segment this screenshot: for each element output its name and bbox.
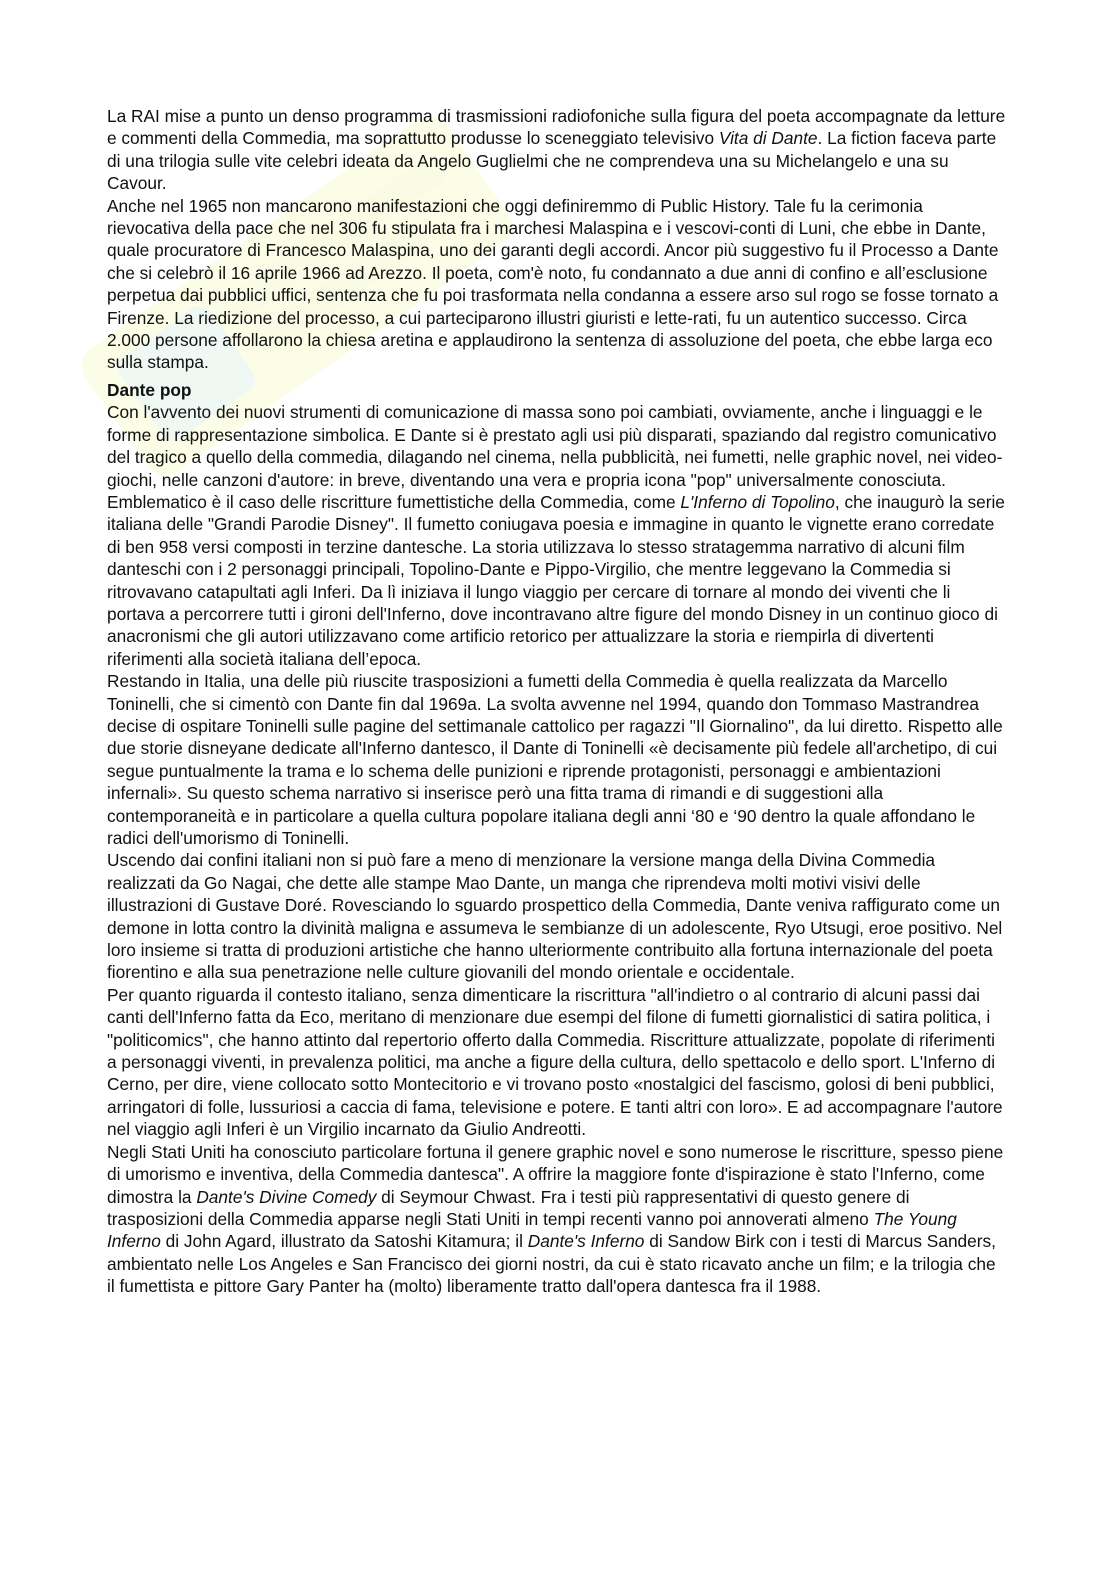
text-run: di Sandow Birk con i testi di Marcus Sanders, ambientato nelle Los Angeles e San Francisco dei giorni nostri, da cui è stato ricavato anche un film; e la trilogia che il fumettista e pittore Gary Panter ha (molto) liberamente tratto dall'opera dantesca fra il 1988. [107,1231,996,1297]
italic-title: The Young Inferno [107,1208,957,1252]
paragraph-rai [107,105,1007,195]
text-run: di John Agard, illustrato da Satoshi Kitamura; il [160,1231,528,1252]
italic-title: L'Inferno di Topolino [680,491,835,512]
italic-title: Vita di Dante [718,128,818,149]
paragraph-public-history: Anche nel 1965 non mancarono manifestazioni che oggi definiremmo di Public History. Tale fu la cerimonia rievocativa della pace che nel 306 fu stipulata fra i marchesi Malaspina e i vescovi-conti di Luni, che ebbe in Dante, quale procuratore di Francesco Malaspina, uno dei garanti degli accordi. Ancor più suggestivo fu il Processo a Dante che si celebrò il 16 aprile 1966 ad Arezzo. Il poeta, com'è noto, fu condannato a due anni di confino e all’esclusione perpetua dai pubblici uffici, sentenza che fu poi trasformata nella condanna a essere arso sul rogo se fosse tornato a Firenze. La riedizione del processo, a cui parteciparono illustri giuristi e lette-rati, fu un autentico successo. Circa 2.000 persone affollarono la chiesa aretina e applaudirono la sentenza di assoluzione del poeta, che ebbe larga eco sulla stampa. [107,195,999,373]
paragraph-politicomics: Per quanto riguarda il contesto italiano, senza dimenticare la riscrittura "all'indietro o al contrario di alcuni passi dai canti dell'Inferno fatta da Eco, meritano di menzionare due esempi del filone di fumetti giornalistici di satira politica, i "politicomics", che hanno attinto dal repertorio offerto dalla Commedia. Riscritture attualizzate, popolate di riferimenti a personaggi viventi, in prevalenza politici, ma anche a figure della cultura, dello spettacolo e dello sport. L'Inferno di Cerno, per dire, viene collocato sotto Montecitorio e vi trovano posto «nostalgici del fascismo, golosi di beni pubblici, arringatori di folle, lussuriosi a caccia di fama, televisione e potere. E tanti altri con loro». E ad accompagnare l'autore nel viaggio agli Inferi è un Virgilio incarnato da Giulio Andreotti. [107,984,1003,1140]
paragraph-topolino [107,491,1007,670]
section-heading: Dante pop [107,379,192,400]
text-run: Emblematico è il caso delle riscritture fumettistiche della Commedia, come [107,491,681,512]
text-run: . La fiction faceva parte di una trilogia sulle vite celebri ideata da Angelo Guglielmi che ne comprendeva una su Michelangelo e una su Cavour. [107,128,997,194]
italic-title: Dante's Inferno [527,1231,645,1252]
paragraph-manga: Uscendo dai confini italiani non si può fare a meno di menzionare la versione manga della Divina Commedia realizzati da Go Nagai, che dette alle stampe Mao Dante, un manga che riprendeva molti motivi visivi delle illustrazioni di Gustave Doré. Rovesciando lo sguardo prospettico della Commedia, Dante veniva raffigurato come un demone in lotta contro la divinità maligna e assumeva le sembianze di un adolescente, Ryo Utsugi, eroe positivo. Nel loro insieme si tratta di produzioni artistiche che hanno ulteriormente contribuito alla fortuna internazionale del poeta fiorentino e alla sua penetrazione nelle culture giovanili del mondo orientale e occidentale. [107,850,1003,983]
document-body [107,105,1007,1298]
text-run: La RAI mise a punto un denso programma di trasmissioni radiofoniche sulla figura del poeta accompagnate da letture e commenti della Commedia, ma soprattutto produsse lo sceneggiato televisivo [107,106,1006,149]
italic-title: Dante's Divine Comedy [196,1186,377,1207]
paragraph-toninelli: Restando in Italia, una delle più riuscite trasposizioni a fumetti della Commedia è quella realizzata da Marcello Toninelli, che si cimentò con Dante fin dal 1969a. La svolta avvenne nel 1994, quando don Tommaso Mastrandrea decise di ospitare Toninelli sulle pagine del settimanale cattolico per ragazzi "Il Giornalino", da lui diretto. Rispetto alle due storie disneyane dedicate all'Inferno dantesco, il Dante di Toninelli «è decisamente più fedele all'archetipo, di cui segue puntualmente la trama e lo schema delle punizioni e riprende protagonisti, personaggi e ambientazioni infernali». Su questo schema narrativo si inserisce però una fitta trama di rimandi e di suggestioni alla contemporaneità e in particolare a quella cultura popolare italiana degli anni ‘80 e ‘90 dentro la quale affondano le radici dell'umorismo di Toninelli. [107,671,1003,848]
text-run: Negli Stati Uniti ha conosciuto particolare fortuna il genere graphic novel e sono numerose le riscritture, spesso piene di umorismo e inventiva, della Commedia dantesca". A offrire la maggiore fonte d'ispirazione è stato l'Inferno, come dimostra la [107,1141,1004,1207]
text-run: di Seymour Chwast. Fra i testi più rappresentativi di questo genere di trasposizioni della Commedia apparse negli Stati Uniti in tempi recenti vanno poi annoverati almeno [107,1186,910,1229]
paragraph-dante-pop: Con l'avvento dei nuovi strumenti di comunicazione di massa sono poi cambiati, ovviamente, anche i linguaggi e le forme di rappresentazione simbolica. E Dante si è prestato agli usi più disparati, spaziando dal registro comunicativo del tragico a quello della commedia, dilagando nel cinema, nella pubblicità, nei fumetti, nelle graphic novel, nei video-giochi, nelle canzoni d'autore: in breve, diventando una vera e propria icona "pop" universalmente conosciuta. [107,402,1003,490]
paragraph-stati-uniti [107,1141,1007,1298]
text-run: , che inaugurò la serie italiana delle "Grandi Parodie Disney". Il fumetto coniugava poesia e immagine in quanto le vignette erano corredate di ben 958 versi composti in terzine dantesche. La storia utilizzava lo stesso stratagemma narrativo di alcuni film danteschi con i 2 personaggi principali, Topolino-Dante e Pippo-Virgilio, che mentre leggevano la Commedia si ritrovavano catapultati agli Inferi. Da lì iniziava il lungo viaggio per cercare di tornare al mondo dei viventi che li portava a percorrere tutti i gironi dell'Inferno, dove incontravano altre figure del mondo Disney in un continuo gioco di anacronismi che gli autori utilizzavano come artificio retorico per attualizzare la storia e riempirla di divertenti riferimenti alla società italiana dell’epoca. [107,491,1005,669]
